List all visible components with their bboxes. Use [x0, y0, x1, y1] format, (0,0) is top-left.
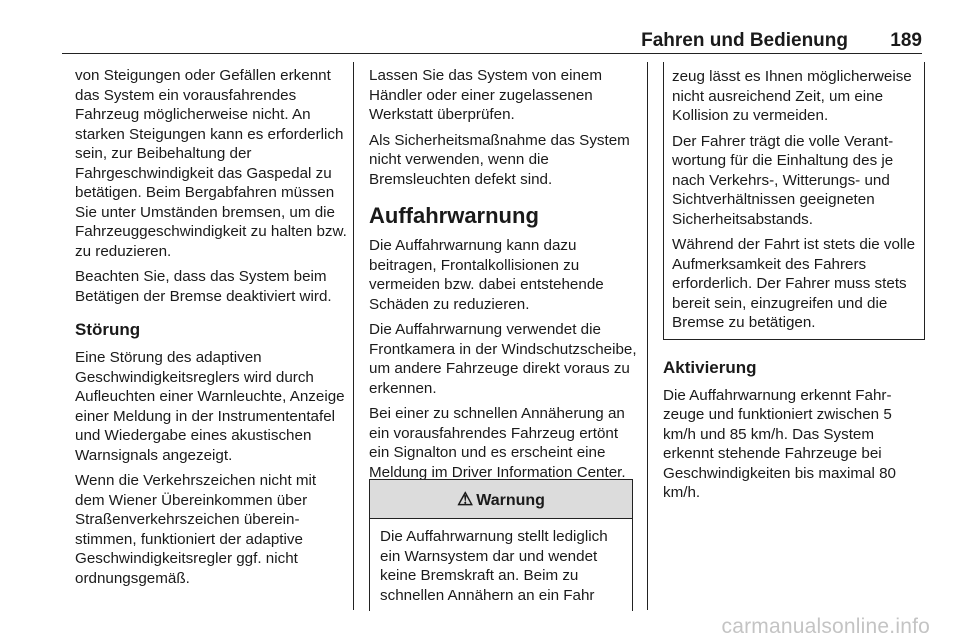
- paragraph: Die Auffahrwarnung verwendet die Frontkamera in der Windschutzscheibe, um andere Fahrzeuge direkt voraus zu erkennen.: [369, 321, 637, 397]
- column-divider: [647, 62, 648, 610]
- paragraph: Bei einer zu schnellen Annäherung an ein vorausfahrendes Fahrzeug ertönt ein Signalton und es erscheint eine Meldung im Driver Information Center.: [369, 405, 626, 481]
- warning-text: Die Auffahrwarnung stellt lediglich ein Warnsystem dar und wendet keine Bremskraft an. Beim zu schnellen Annähern an ein Fahr: [380, 528, 608, 604]
- column-2: [369, 66, 637, 488]
- warning-box: [369, 479, 633, 611]
- warning-text: Während der Fahrt ist stets die volle Aufmerksamkeit des Fahrers erforderlich. Der Fahrer muss stets bereit sein, einzugreifen und die Bremse zu betätigen.: [672, 236, 916, 331]
- page-header: [62, 26, 922, 54]
- header-rule: [62, 53, 922, 54]
- paragraph: Die Auffahrwarnung kann dazu beitragen, Frontalkollisionen zu vermeiden bzw. dabei entstehende Schäden zu reduzieren.: [369, 237, 604, 313]
- column-3: [663, 62, 925, 509]
- paragraph: Die Auffahrwarnung erkennt Fahrzeuge und funktioniert zwischen 5 km/h und 85 km/h. Das System erkennt stehende Fahrzeuge bei Geschwindigkeiten bis maximal 80 km/h.: [663, 386, 896, 501]
- watermark: carmanualsonline.info: [721, 615, 930, 638]
- warning-box-continued: [663, 62, 925, 340]
- paragraph: Beachten Sie, dass das System beim Betätigen der Bremse deaktiviert wird.: [75, 268, 332, 305]
- warning-text: Der Fahrer trägt die volle Verantwortung für die Einhaltung des je nach Verkehrs-, Witterungs- und Sichtverhältnissen geeigneten Sicherheitsabstands.: [672, 132, 894, 228]
- warning-text: zeug lässt es Ihnen möglicherweise nicht ausreichend Zeit, um eine Kollision zu vermeiden.: [672, 68, 912, 124]
- heading-auffahrwarnung: Auffahrwarnung: [369, 203, 539, 228]
- warning-header: [370, 480, 632, 519]
- column-1: [75, 66, 347, 594]
- heading-aktivierung: Aktivierung: [663, 357, 757, 377]
- paragraph: Wenn die Verkehrszeichen nicht mit dem Wiener Übereinkommen über Straßenverkehrszeichen übereinstimmen, funktioniert der adaptive Geschwindigkeitsregler ggf. nicht ordnungsgemäß.: [75, 472, 317, 587]
- heading-stoerung: Störung: [75, 320, 141, 339]
- section-title: Fahren und Bedienung: [641, 30, 848, 51]
- warning-icon: ⚠: [457, 489, 474, 509]
- paragraph: Eine Störung des adaptiven Geschwindigkeitsreglers wird durch Aufleuchten einer Warnleuchte, Anzeige einer Meldung in der Instrumententafel und Wiedergabe eines akustischen Warnsignals angezeigt.: [75, 349, 345, 464]
- page-number: 189: [890, 30, 922, 51]
- paragraph: Lassen Sie das System von einem Händler oder einer zugelassenen Werkstatt überprüfen.: [369, 67, 602, 123]
- warning-title: Warnung: [476, 492, 545, 509]
- paragraph: von Steigungen oder Gefällen erkennt das System ein vorausfahrendes Fahrzeug möglicherweise nicht. An starken Steigungen kann es erforderlich sein, zur Beibehaltung der Fahrgeschwindigkeit das Gaspedal zu betätigen. Beim Bergabfahren müssen Sie unter Umständen bremsen, um die Fahrzeuggeschwindigkeit zu halten bzw. zu reduzieren.: [75, 67, 347, 260]
- paragraph: Als Sicherheitsmaßnahme das System nicht verwenden, wenn die Bremsleuchten defekt sind.: [369, 131, 630, 188]
- column-divider: [353, 62, 354, 610]
